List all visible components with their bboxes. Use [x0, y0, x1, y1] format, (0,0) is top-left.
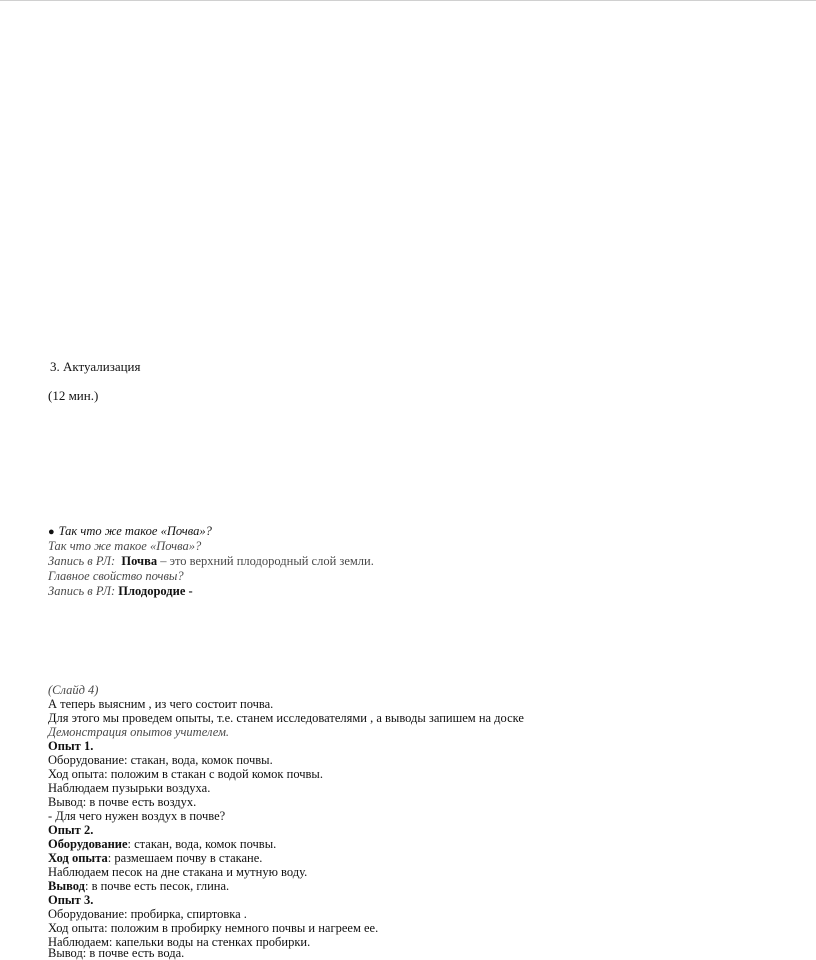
conclusion-label: Вывод: [48, 879, 85, 893]
term-soil: Почва: [121, 554, 158, 568]
question-3: Главное свойство почвы?: [48, 569, 184, 583]
experiment-2-conclusion: [48, 879, 229, 893]
definition-soil: – это верхний плодородный слой земли.: [160, 554, 374, 568]
demo-line: Демонстрация опытов учителем.: [48, 725, 230, 739]
record-line-2: [48, 584, 193, 598]
record-label: Запись в РЛ:: [48, 584, 116, 598]
equipment-value: : стакан, вода, комок почвы.: [127, 837, 277, 851]
section-title: 3. Актуализация: [50, 359, 141, 374]
process-value: : размешаем почву в стакане.: [107, 851, 263, 865]
term-fertility: Плодородие -: [118, 584, 193, 598]
question-2: Так что же такое «Почва»?: [48, 539, 202, 553]
record-label: Запись в РЛ:: [48, 554, 116, 568]
question-1-text: Так что же такое «Почва»?: [58, 524, 212, 538]
experiment-3-equipment: Оборудование: пробирка, спиртовка .: [48, 907, 247, 921]
experiment-2-observe: Наблюдаем песок на дне стакана и мутную воду.: [48, 865, 308, 879]
top-rule: [0, 0, 816, 1]
equipment-label: Оборудование: [48, 837, 128, 851]
conclusion-value: : в почве есть песок, глина.: [84, 879, 230, 893]
experiment-2-equipment: [48, 837, 276, 851]
experiment-3-conclusion: Вывод: в почве есть вода.: [48, 946, 185, 960]
experiment-3-process: Ход опыта: положим в пробирку немного почвы и нагреем ее.: [48, 921, 379, 935]
experiment-1-conclusion: Вывод: в почве есть воздух.: [48, 795, 197, 809]
experiment-3-title: Опыт 3.: [48, 893, 94, 907]
process-label: Ход опыта: [48, 851, 108, 865]
experiment-1-title: Опыт 1.: [48, 739, 94, 753]
section-duration: (12 мин.): [48, 388, 99, 403]
experiment-2-process: [48, 851, 262, 865]
record-line-1: [48, 554, 374, 568]
slide-ref: (Слайд 4): [48, 683, 99, 697]
intro-line-2: Для этого мы проведем опыты, т.е. станем исследователями , а выводы запишем на доске: [48, 711, 524, 725]
experiment-2-title: Опыт 2.: [48, 823, 94, 837]
intro-line-1: А теперь выясним , из чего состоит почва.: [48, 697, 274, 711]
bullet-icon: ●: [48, 526, 55, 538]
experiment-1-observe: Наблюдаем пузырьки воздуха.: [48, 781, 211, 795]
experiment-3-observe: Наблюдаем: капельки воды на стенках пробирки.: [48, 935, 311, 949]
experiment-1-equipment: Оборудование: стакан, вода, комок почвы.: [48, 753, 273, 767]
question-1: [48, 524, 212, 539]
experiment-1-question: - Для чего нужен воздух в почве?: [48, 809, 226, 823]
experiment-1-process: Ход опыта: положим в стакан с водой комок почвы.: [48, 767, 323, 781]
